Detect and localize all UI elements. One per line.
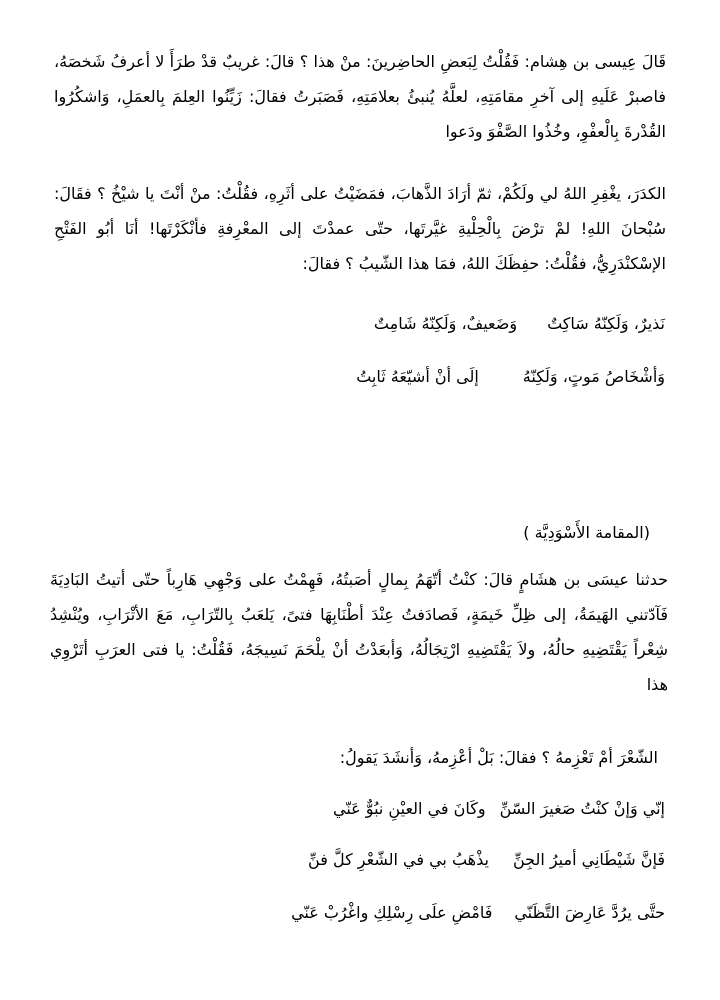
section1-verse-1 — [374, 309, 665, 339]
verse-hemistich-second: فَامْضِ علَى رِسْلِكِ واغْرُبْ عَنّي — [291, 903, 493, 922]
verse-hemistich-second: وَضَعيفٌ، وَلَكِنّهُ شَامِتٌ — [373, 314, 518, 333]
verse-hemistich-first: نَذيرٌ، وَلَكِنّهُ سَاكِتٌ — [547, 314, 665, 333]
section1-paragraph1: قَالَ عِيسى بن هِشام: فَقُلْتُ لِبَعضِ الحاضِرينَ: منْ هذا ؟ قالَ: غريبٌ قدْ طرَأَ لا أعرفُ شَخصَهُ، فاصبرْ عَلَيهِ إلى آخرِ مقامَتِهِ، لعلَّهُ يُنبئُ بعلامَتِهِ، فَصَبَرتُ فقالَ: زَيِّنُوا العِلمَ بِالعمَلِ، وَاشكُرُوا القُدْرةَ بِالْعفْوِ، وخُذُوا الصَّفْوَ ودَعوا — [54, 52, 666, 141]
section1-verse-2 — [356, 362, 665, 392]
verse-hemistich-second: وكَانَ في العيْنِ نبُوٌّ عَنّي — [333, 799, 486, 818]
section2-heading: (المقامة الأَسْوَدِيَّة ) — [523, 523, 650, 542]
verse-hemistich-second: إلَى أنْ أشيّعَهُ ثَابِتُ — [356, 367, 479, 386]
verse-hemistich-first: وَأشْخَاصُ مَوتٍ، وَلَكِنّهُ — [522, 367, 665, 386]
section2-paragraph2: الشّعْرَ أمْ تَعْزِمهُ ؟ فقالَ: بَلْ أعْزِمهُ، وَأنشَدَ يَقولُ: — [339, 748, 658, 767]
section2-verse-2 — [308, 845, 665, 875]
section2-verse-3 — [291, 898, 665, 928]
verse-hemistich-second: يذْهَبُ بي في الشّعْرِ كلَّ فنِّ — [308, 850, 489, 869]
verse-hemistich-first: إنّي وَإنْ كنْتُ صَغيرَ السّنِّ — [499, 799, 665, 818]
verse-hemistich-first: فَإنَّ شَيْطَانِي أميرُ الجِنِّ — [512, 850, 665, 869]
section2-paragraph1: حدثنا عيسَى بن هشَامٍ قالَ: كنْتُ أتّهَمُ بِمالٍ أصَبتُهُ، فَهِمْتُ على وَجْهِي هَارِباً حتّى أتيتُ البَادِيَةَ فَآدّتني الهَيمَةُ، إلى ظِلِّ خَيمَةٍ، فَصادَفتُ عِنْدَ أطْنَابِهَا فتىً، يَلعَبُ بِالتّرَابِ، مَعَ الأتْرَابِ، ويُنْشِدُ شِعْراً يَقْتَضِيهِ حالُهُ، ولاَ يَقْتَضِيهِ ارْتِجَالُهُ، وَأبعَدْتُ أنْ يلْحَمَ نَسِيجَهُ، فَقُلْتُ: يا فتى العرَبِ أتَرْوِي هذا — [50, 570, 668, 694]
verse-hemistich-first: حتَّى يرُدَّ عَارِضَ التَّظَنّي — [514, 903, 665, 922]
section1-paragraph2: الكدَرَ، يغْفِرِ اللهُ لي ولَكُمْ، ثمّ أرَادَ الذَّهابَ، فمَضَيْتُ على أثَرِهِ، فقُلْتُ: منْ أنْتَ يا شيْخُ ؟ فقَالَ: سُبْحانَ اللهِ! لمْ ترْضَ بِالْحِلْيةِ غيَّرتَها، حتّى عمدْتَ إلى المعْرِفةِ فأنْكَرْتَها! أنَا أبُو الفَتْحِ الإسْكنْدَرِيُّ، فقُلْتُ: حفِظَكَ اللهُ، فمَا هذا الشّيبُ ؟ فقالَ: — [54, 184, 666, 273]
section2-verse-1 — [333, 794, 665, 824]
